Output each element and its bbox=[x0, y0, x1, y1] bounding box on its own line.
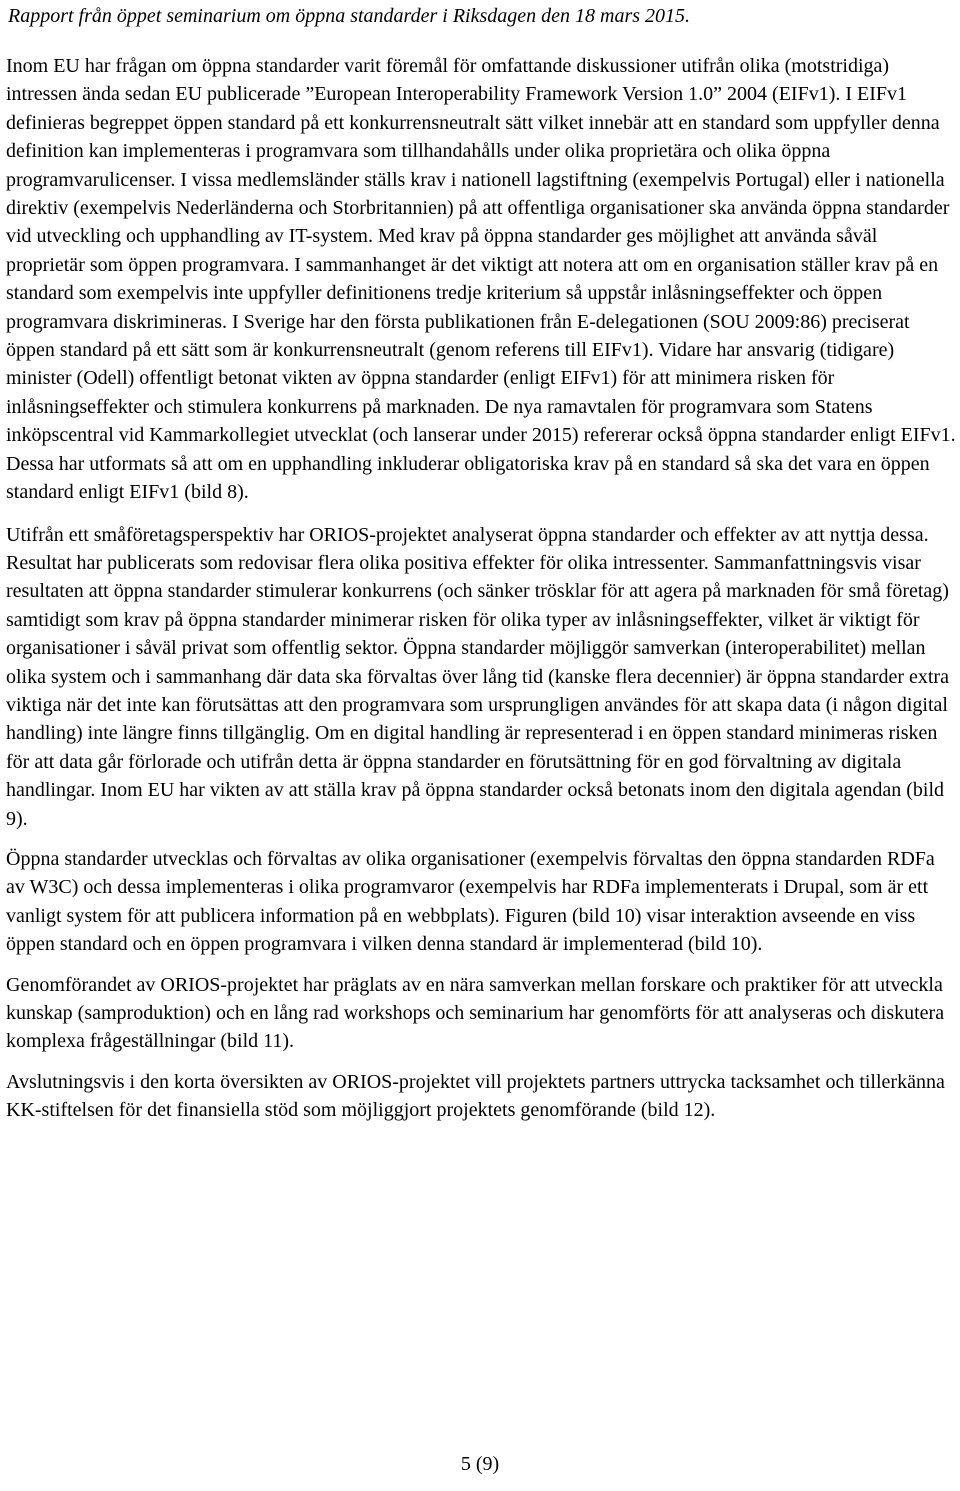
page-header: Rapport från öppet seminarium om öppna standarder i Riksdagen den 18 mars 2015. bbox=[8, 5, 691, 27]
body-text bbox=[6, 52, 956, 1137]
page-number: 5 (9) bbox=[460, 1453, 500, 1475]
paragraph-eu-open-standards: Inom EU har frågan om öppna standarder varit föremål för omfattande diskussioner utifrån olika (motstridiga) intressen ända sedan EU publicerade ”European Interoperability Framework Version 1.0” 2004 (EIFv1). I EIFv1 definieras begreppet öppen standard på ett konkurrensneutralt sätt vilket innebär att en standard som uppfyller denna definition kan implementeras i programvara som tillhandahålls under olika proprietära och olika öppna programvarulicenser. I vissa medlemsländer ställs krav i nationell lagstiftning (exempelvis Portugal) eller i nationella direktiv (exempelvis Nederländerna och Storbritannien) på att offentliga organisationer ska använda öppna standarder vid utveckling och upphandling av IT-system. Med krav på öppna standarder ges möjlighet att använda såväl proprietär som öppen programvara. I sammanhanget är det viktigt att notera att om en organisation ställer krav på en standard som exempelvis inte uppfyller definitionens tredje kriterium så uppstår inlåsningseffekter och öppen programvara diskrimineras. I Sverige har den första publikationen från E-delegationen (SOU 2009:86) preciserat öppen standard på ett sätt som är konkurrensneutralt (genom referens till EIFv1). Vidare har ansvarig (tidigare) minister (Odell) offentligt betonat vikten av öppna standarder (enligt EIFv1) för att minimera risken för inlåsningseffekter och stimulera konkurrens på marknaden. De nya ramavtalen för programvara som Statens inköpscentral vid Kammarkollegiet utvecklat (och lanserar under 2015) refererar också öppna standarder enligt EIFv1. Dessa har utformats så att om en upphandling inkluderar obligatoriska krav på en standard så ska det vara en öppen standard enligt EIFv1 (bild 8). bbox=[6, 55, 956, 504]
paragraph-standards-organisations: Öppna standarder utvecklas och förvaltas av olika organisationer (exempelvis förvaltas den öppna standarden RDFa av W3C) och dessa implementeras i olika programvaror (exempelvis har RDFa implementerats i Drupal, som är ett vanligt system för att publicera information på en webbplats). Figuren (bild 10) visar interaktion avseende en viss öppen standard och en öppen programvara i vilken denna standard är implementerad (bild 10). bbox=[6, 847, 935, 956]
paragraph-project-implementation: Genomförandet av ORIOS-projektet har präglats av en nära samverkan mellan forskare och praktiker för att utveckla kunskap (samproduktion) och en lång rad workshops och seminarium har genomförts för att analyseras och diskutera komplexa frågeställningar (bild 11). bbox=[6, 973, 945, 1053]
paragraph-acknowledgement: Avslutningsvis i den korta översikten av ORIOS-projektet vill projektets partners uttrycka tacksamhet och tillerkänna KK-stiftelsen för det finansiella stöd som möjliggjort projektets genomförande (bild 12). bbox=[6, 1070, 945, 1122]
paragraph-small-business-perspective: Utifrån ett småföretagsperspektiv har ORIOS-projektet analyserat öppna standarder och effekter av att nyttja dessa. Resultat har publicerats som redovisar flera olika positiva effekter för olika intressenter. Sammanfattningsvis visar resultaten att öppna standarder stimulerar konkurrens (och sänker trösklar för att agera på marknaden för små företag) samtidigt som krav på öppna standarder minimerar risken för olika typer av inlåsningseffekter, vilket är viktigt för organisationer i såväl privat som offentlig sektor. Öppna standarder möjliggör samverkan (interoperabilitet) mellan olika system och i sammanhang där data ska förvaltas över lång tid (kanske flera decennier) är öppna standarder extra viktiga när det inte kan förutsättas att den programvara som ursprungligen användes för att skapa data (i någon digital handling) inte längre finns tillgänglig. Om en digital handling är representerad i en öppen standard minimeras risken för att data går förlorade och utifrån detta är öppna standarder en förutsättning för en god förvaltning av digitala handlingar. Inom EU har vikten av att ställa krav på öppna standarder också betonats inom den digitala agendan (bild 9). bbox=[6, 523, 949, 830]
